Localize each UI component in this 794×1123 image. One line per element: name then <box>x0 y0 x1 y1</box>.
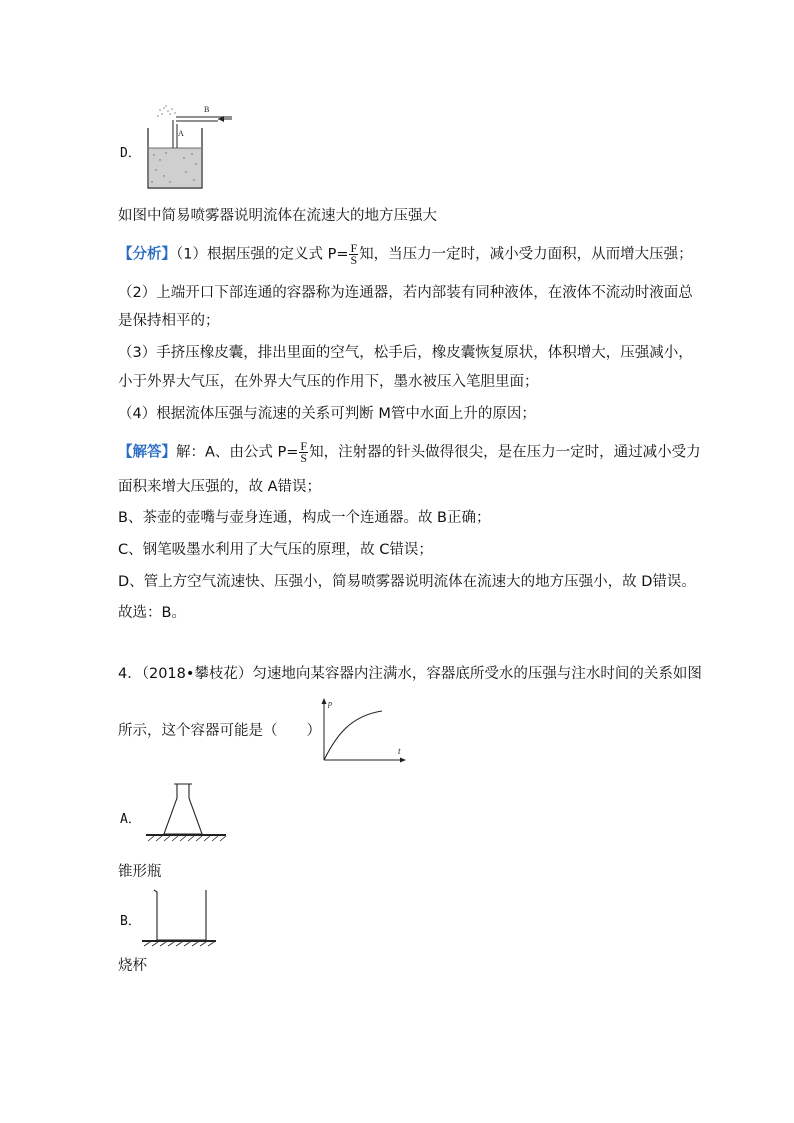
answer-a-line2: 面积来增大压强的，故 A错误； <box>118 479 322 495</box>
answer-c: C、钢笔吸墨水利用了大气压的原理，故 C错误； <box>118 542 433 558</box>
option-a-letter: A． <box>120 812 141 827</box>
conical-flask <box>164 784 202 834</box>
answer-a-before: 解：A、由公式 P= <box>176 444 299 461</box>
analysis-p1-after: 知，当压力一定时，减小受力面积，从而增大压强； <box>359 246 693 263</box>
answer-formula-numerator: F <box>300 439 308 453</box>
label-b: B <box>204 105 210 114</box>
analysis-p3-line2: 小于外界大气压，在外界大气压的作用下，墨水被压入笔胆里面； <box>118 374 539 390</box>
pressure-time-graph <box>316 696 408 768</box>
graph-x-label: t <box>398 746 401 756</box>
analysis-p1 <box>118 243 693 266</box>
q4-stem-line1: 4．（2018•攀枝花）匀速地向某容器内注满水，容器底所受水的压强与注水时间的关系如图 <box>118 666 702 682</box>
y-axis-arrow-icon <box>322 698 327 704</box>
conical-flask-figure <box>140 780 232 842</box>
liquid <box>149 148 201 187</box>
analysis-p2-line2: 是保持相平的； <box>118 313 220 329</box>
answer-formula-denominator: S <box>300 451 308 465</box>
option-b-letter: B． <box>120 914 141 929</box>
answer-a-after: 知，注射器的针头做得很尖，是在压力一定时，通过减小受力 <box>309 444 701 461</box>
answer-b: B、茶壶的壶嘴与壶身连通，构成一个连通器。故 B正确； <box>118 510 491 526</box>
formula-denominator: S <box>350 253 358 267</box>
analysis-label: 【分析】 <box>118 246 176 263</box>
q4-stem-line2: 所示，这个容器可能是（ ） <box>118 723 321 739</box>
spray-mist <box>157 105 176 117</box>
answer-d: D、管上方空气流速快、压强小，简易喷雾器说明流体在流速大的地方压强小，故 D错误。 <box>118 574 696 590</box>
beaker <box>154 890 206 940</box>
ground-hatch <box>148 836 226 841</box>
option-b-caption: 烧杯 <box>118 958 147 974</box>
answer-label: 【解答】 <box>118 444 176 461</box>
x-axis-arrow-icon <box>400 758 406 763</box>
formula-numerator: F <box>350 241 358 255</box>
analysis-p4: （4）根据流体压强与流速的关系可判断 M管中水面上升的原因； <box>118 406 536 422</box>
ground-hatch <box>144 942 214 946</box>
sprayer-caption: 如图中简易喷雾器说明流体在流速大的地方压强大 <box>118 208 437 224</box>
label-a: A <box>178 129 184 138</box>
analysis-p3-line1: （3）手挤压橡皮囊，排出里面的空气，松手后，橡皮囊恢复原状，体积增大，压强减小， <box>118 345 693 361</box>
analysis-p2-line1: （2）上端开口下部连通的容器称为连通器，若内部装有同种液体，在液体不流动时液面总 <box>118 285 693 301</box>
answer-a-line1 <box>118 441 701 464</box>
answer-formula <box>299 441 308 464</box>
pressure-formula <box>349 243 358 266</box>
graph-y-label: p <box>328 699 332 708</box>
sprayer-figure <box>140 100 240 192</box>
pressure-curve <box>324 711 382 760</box>
analysis-p1-before: （1）根据压强的定义式 P= <box>176 246 349 263</box>
answer-choice: 故选：B。 <box>118 605 186 621</box>
beaker-figure <box>140 886 222 948</box>
option-d-letter: D． <box>120 146 141 161</box>
option-a-caption: 锥形瓶 <box>118 864 162 880</box>
